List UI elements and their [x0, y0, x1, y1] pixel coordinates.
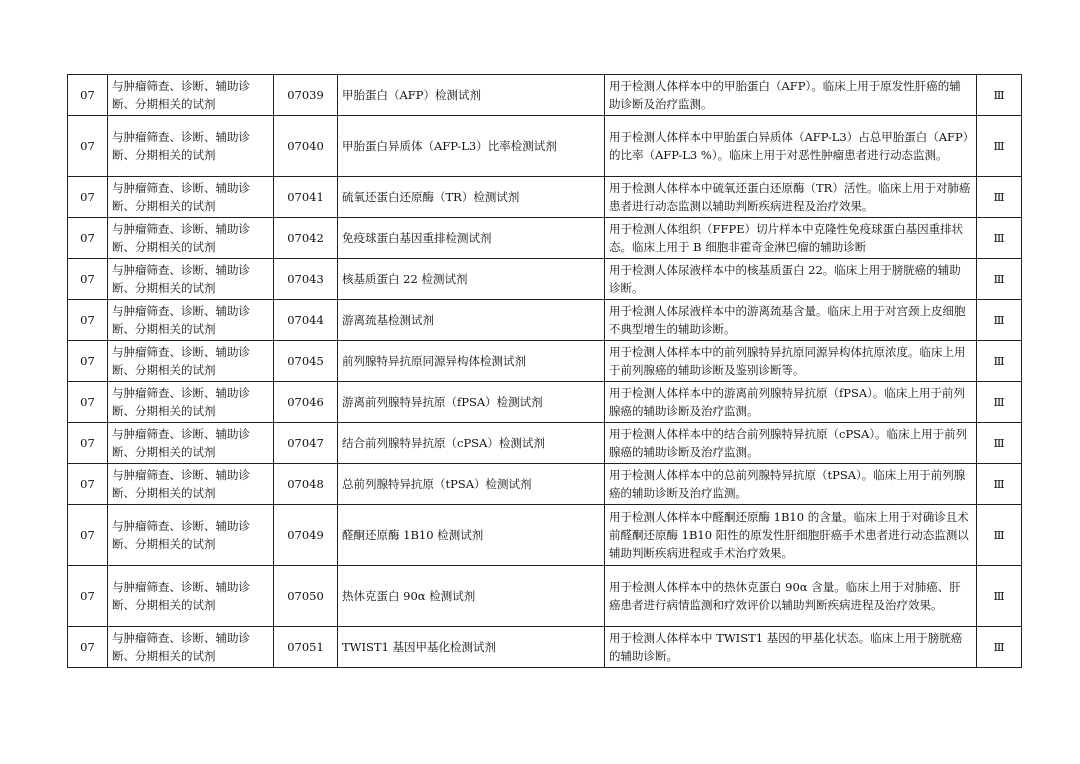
table-row: [68, 341, 1022, 382]
intended-use: 用于检测人体样本中的前列腺特异抗原同源异构体抗原浓度。临床上用于前列腺癌的辅助诊断及鉴别诊断等。: [605, 341, 977, 382]
management-class: Ⅲ: [977, 341, 1022, 382]
management-class: Ⅲ: [977, 75, 1022, 116]
table-row: [68, 75, 1022, 116]
category-name: 与肿瘤筛查、诊断、辅助诊断、分期相关的试剂: [108, 382, 274, 423]
category-name: 与肿瘤筛查、诊断、辅助诊断、分期相关的试剂: [108, 116, 274, 177]
intended-use: 用于检测人体样本中的结合前列腺特异抗原（cPSA）。临床上用于前列腺癌的辅助诊断及治疗监测。: [605, 423, 977, 464]
table-row: [68, 566, 1022, 627]
item-code: 07048: [274, 464, 338, 505]
category-code: 07: [68, 75, 108, 116]
intended-use: 用于检测人体尿液样本中的核基质蛋白 22。临床上用于膀胱癌的辅助诊断。: [605, 259, 977, 300]
category-name: 与肿瘤筛查、诊断、辅助诊断、分期相关的试剂: [108, 464, 274, 505]
intended-use: 用于检测人体样本中的总前列腺特异抗原（tPSA）。临床上用于前列腺癌的辅助诊断及治疗监测。: [605, 464, 977, 505]
category-name: 与肿瘤筛查、诊断、辅助诊断、分期相关的试剂: [108, 627, 274, 668]
item-code: 07039: [274, 75, 338, 116]
category-code: 07: [68, 382, 108, 423]
product-name: 免疫球蛋白基因重排检测试剂: [338, 218, 605, 259]
category-code: 07: [68, 627, 108, 668]
intended-use: 用于检测人体样本中甲胎蛋白异质体（AFP-L3）占总甲胎蛋白（AFP）的比率（AFP-L3 %）。临床上用于对恶性肿瘤患者进行动态监测。: [605, 116, 977, 177]
category-code: 07: [68, 177, 108, 218]
item-code: 07040: [274, 116, 338, 177]
catalog-table: [67, 74, 1022, 668]
management-class: Ⅲ: [977, 177, 1022, 218]
management-class: Ⅲ: [977, 505, 1022, 566]
table-row: [68, 177, 1022, 218]
category-code: 07: [68, 116, 108, 177]
management-class: Ⅲ: [977, 464, 1022, 505]
product-name: TWIST1 基因甲基化检测试剂: [338, 627, 605, 668]
category-code: 07: [68, 259, 108, 300]
table-row: [68, 259, 1022, 300]
management-class: Ⅲ: [977, 300, 1022, 341]
item-code: 07049: [274, 505, 338, 566]
product-name: 前列腺特异抗原同源异构体检测试剂: [338, 341, 605, 382]
management-class: Ⅲ: [977, 259, 1022, 300]
management-class: Ⅲ: [977, 627, 1022, 668]
item-code: 07045: [274, 341, 338, 382]
intended-use: 用于检测人体样本中的热休克蛋白 90α 含量。临床上用于对肺癌、肝癌患者进行病情监测和疗效评价以辅助判断疾病进程及治疗效果。: [605, 566, 977, 627]
intended-use: 用于检测人体样本中醛酮还原酶 1B10 的含量。临床上用于对确诊且术前醛酮还原酶 1B10 阳性的原发性肝细胞肝癌手术患者进行动态监测以辅助判断疾病进程或手术治疗效果。: [605, 505, 977, 566]
category-code: 07: [68, 218, 108, 259]
management-class: Ⅲ: [977, 566, 1022, 627]
category-name: 与肿瘤筛查、诊断、辅助诊断、分期相关的试剂: [108, 75, 274, 116]
product-name: 甲胎蛋白异质体（AFP-L3）比率检测试剂: [338, 116, 605, 177]
category-name: 与肿瘤筛查、诊断、辅助诊断、分期相关的试剂: [108, 259, 274, 300]
item-code: 07047: [274, 423, 338, 464]
product-name: 核基质蛋白 22 检测试剂: [338, 259, 605, 300]
product-name: 游离前列腺特异抗原（fPSA）检测试剂: [338, 382, 605, 423]
category-name: 与肿瘤筛查、诊断、辅助诊断、分期相关的试剂: [108, 300, 274, 341]
item-code: 07050: [274, 566, 338, 627]
product-name: 结合前列腺特异抗原（cPSA）检测试剂: [338, 423, 605, 464]
category-code: 07: [68, 566, 108, 627]
category-name: 与肿瘤筛查、诊断、辅助诊断、分期相关的试剂: [108, 505, 274, 566]
category-name: 与肿瘤筛查、诊断、辅助诊断、分期相关的试剂: [108, 566, 274, 627]
item-code: 07042: [274, 218, 338, 259]
item-code: 07046: [274, 382, 338, 423]
product-name: 甲胎蛋白（AFP）检测试剂: [338, 75, 605, 116]
item-code: 07044: [274, 300, 338, 341]
category-code: 07: [68, 300, 108, 341]
table-row: [68, 464, 1022, 505]
item-code: 07041: [274, 177, 338, 218]
management-class: Ⅲ: [977, 116, 1022, 177]
management-class: Ⅲ: [977, 218, 1022, 259]
product-name: 总前列腺特异抗原（tPSA）检测试剂: [338, 464, 605, 505]
category-name: 与肿瘤筛查、诊断、辅助诊断、分期相关的试剂: [108, 423, 274, 464]
category-code: 07: [68, 505, 108, 566]
table-row: [68, 116, 1022, 177]
intended-use: 用于检测人体样本中的游离前列腺特异抗原（fPSA）。临床上用于前列腺癌的辅助诊断及治疗监测。: [605, 382, 977, 423]
category-code: 07: [68, 464, 108, 505]
intended-use: 用于检测人体尿液样本中的游离巯基含量。临床上用于对宫颈上皮细胞不典型增生的辅助诊断。: [605, 300, 977, 341]
product-name: 硫氧还蛋白还原酶（TR）检测试剂: [338, 177, 605, 218]
intended-use: 用于检测人体组织（FFPE）切片样本中克隆性免疫球蛋白基因重排状态。临床上用于 B 细胞非霍奇金淋巴瘤的辅助诊断: [605, 218, 977, 259]
category-name: 与肿瘤筛查、诊断、辅助诊断、分期相关的试剂: [108, 218, 274, 259]
category-name: 与肿瘤筛查、诊断、辅助诊断、分期相关的试剂: [108, 177, 274, 218]
item-code: 07051: [274, 627, 338, 668]
intended-use: 用于检测人体样本中 TWIST1 基因的甲基化状态。临床上用于膀胱癌的辅助诊断。: [605, 627, 977, 668]
product-name: 游离巯基检测试剂: [338, 300, 605, 341]
table-row: [68, 300, 1022, 341]
table-row: [68, 382, 1022, 423]
category-code: 07: [68, 341, 108, 382]
product-name: 热休克蛋白 90α 检测试剂: [338, 566, 605, 627]
catalog-body: [68, 75, 1022, 668]
intended-use: 用于检测人体样本中的甲胎蛋白（AFP）。临床上用于原发性肝癌的辅助诊断及治疗监测。: [605, 75, 977, 116]
table-row: [68, 505, 1022, 566]
management-class: Ⅲ: [977, 423, 1022, 464]
category-code: 07: [68, 423, 108, 464]
item-code: 07043: [274, 259, 338, 300]
product-name: 醛酮还原酶 1B10 检测试剂: [338, 505, 605, 566]
intended-use: 用于检测人体样本中硫氧还蛋白还原酶（TR）活性。临床上用于对肺癌患者进行动态监测以辅助判断疾病进程及治疗效果。: [605, 177, 977, 218]
category-name: 与肿瘤筛查、诊断、辅助诊断、分期相关的试剂: [108, 341, 274, 382]
management-class: Ⅲ: [977, 382, 1022, 423]
table-row: [68, 627, 1022, 668]
table-row: [68, 218, 1022, 259]
table-row: [68, 423, 1022, 464]
